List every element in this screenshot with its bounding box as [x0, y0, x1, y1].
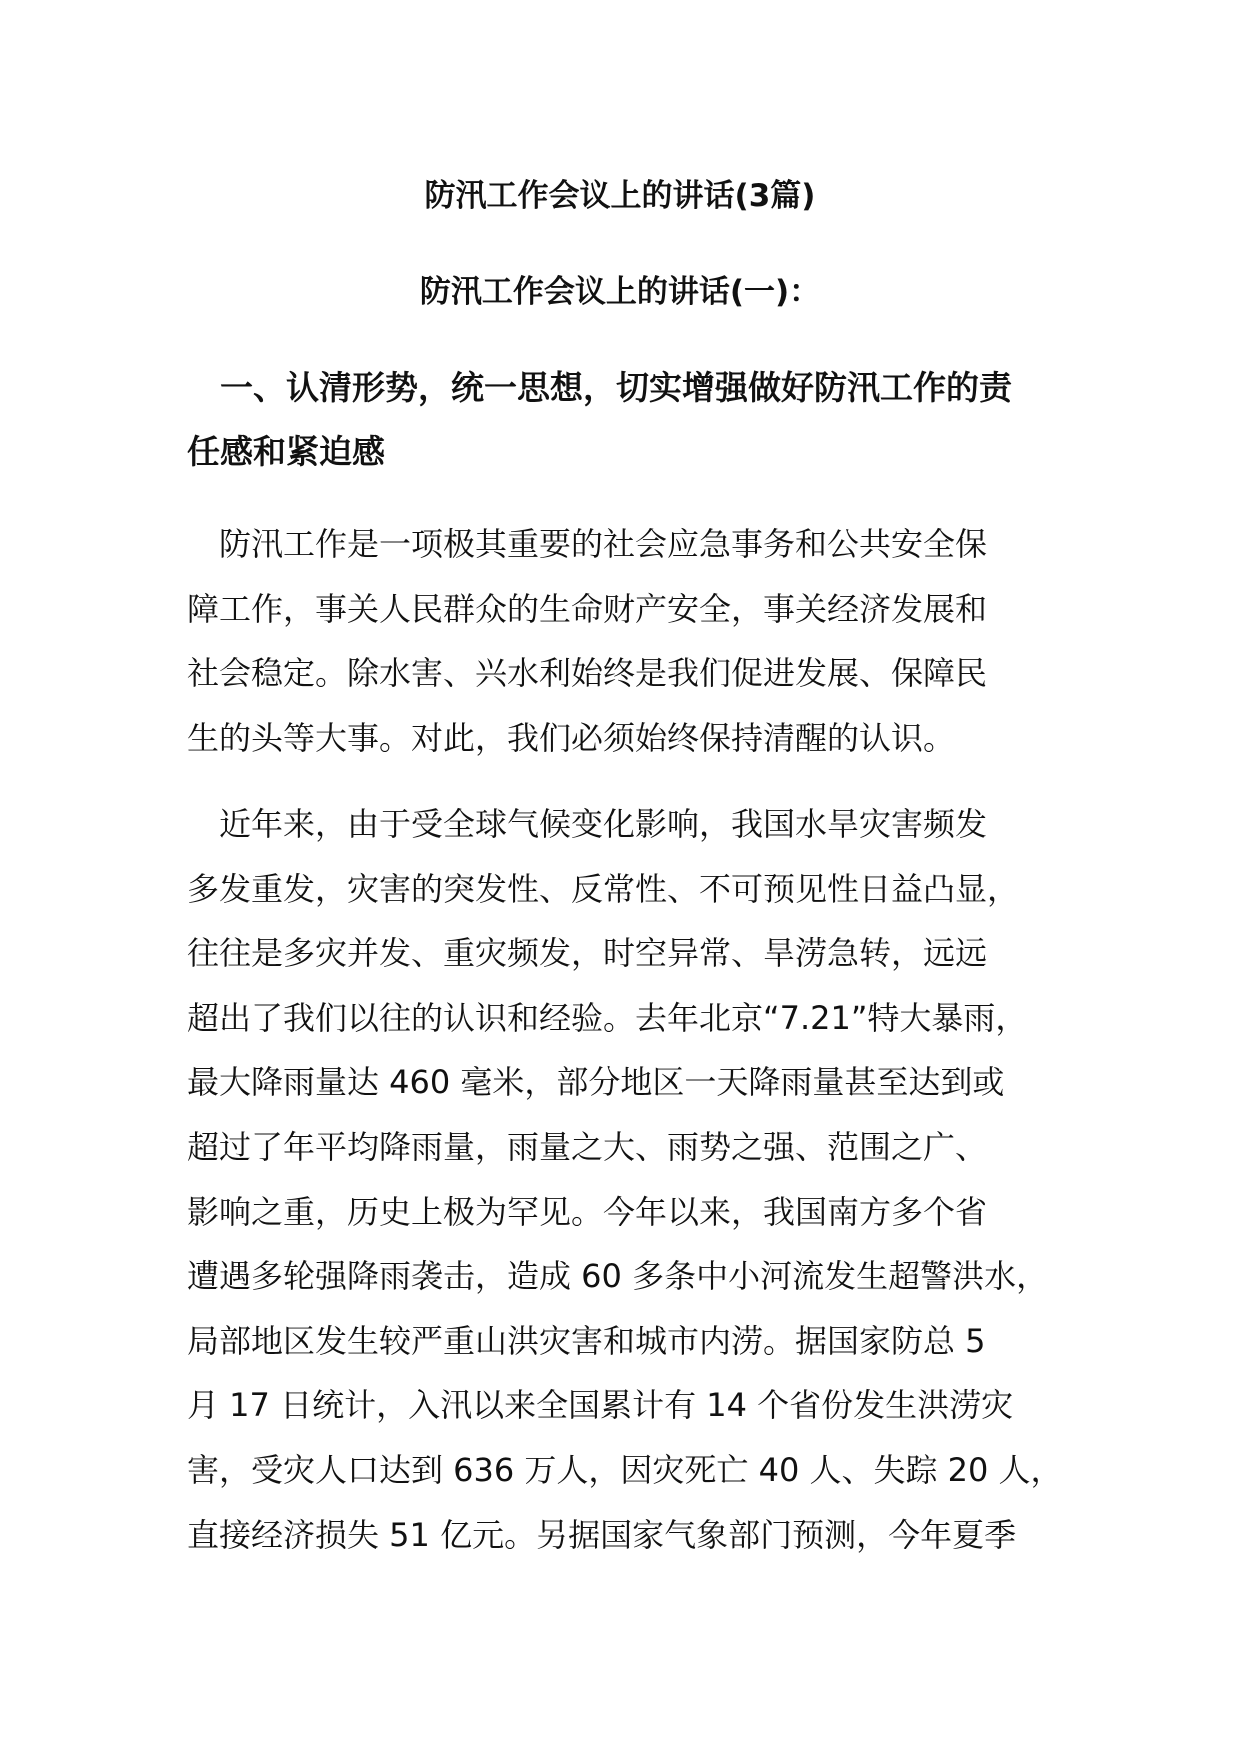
paragraph-line: 害，受灾人口达到 636 万人，因灾死亡 40 人、失踪 20 人，: [187, 1450, 1063, 1489]
paragraph-line: 社会稳定。除水害、兴水利始终是我们促进发展、保障民: [187, 654, 988, 693]
paragraph-line: 多发重发，灾害的突发性、反常性、不可预见性日益凸显，: [187, 869, 1020, 908]
paragraph-line: 往往是多灾并发、重灾频发，时空异常、旱涝急转，远远: [187, 934, 988, 973]
document-subtitle: 防汛工作会议上的讲话(一)：: [419, 274, 821, 310]
document-title: 防汛工作会议上的讲话(3篇): [424, 178, 816, 214]
paragraph-line: 直接经济损失 51 亿元。另据国家气象部门预测，今年夏季: [187, 1515, 1017, 1554]
paragraph-line: 防汛工作是一项极其重要的社会应急事务和公共安全保: [187, 525, 988, 563]
paragraph-line: 超过了年平均降雨量，雨量之大、雨势之强、范围之广、: [187, 1127, 988, 1166]
paragraph-line: 影响之重，历史上极为罕见。今年以来，我国南方多个省: [187, 1192, 988, 1231]
paragraph-line: 月 17 日统计，入汛以来全国累计有 14 个省份发生洪涝灾: [187, 1386, 1014, 1425]
paragraph-line: 超出了我们以往的认识和经验。去年北京“7.21”特大暴雨，: [187, 998, 1028, 1037]
paragraph-line: 局部地区发生较严重山洪灾害和城市内涝。据国家防总 5: [187, 1321, 986, 1360]
paragraph-line: 障工作，事关人民群众的生命财产安全，事关经济发展和: [187, 589, 988, 628]
section-heading-line: 一、认清形势，统一思想，切实增强做好防汛工作的责: [187, 368, 1012, 407]
paragraph-line: 近年来，由于受全球气候变化影响，我国水旱灾害频发: [187, 805, 988, 843]
body-paragraph: [187, 792, 1087, 1567]
section-heading: [187, 356, 1077, 484]
paragraph-line: 最大降雨量达 460 毫米，部分地区一天降雨量甚至达到或: [187, 1063, 1005, 1102]
section-heading-line: 任感和紧迫感: [187, 432, 385, 471]
body-paragraph: [187, 512, 1087, 770]
paragraph-line: 遭遇多轮强降雨袭击，造成 60 多条中小河流发生超警洪水，: [187, 1257, 1049, 1296]
paragraph-line: 生的头等大事。对此，我们必须始终保持清醒的认识。: [187, 718, 956, 757]
